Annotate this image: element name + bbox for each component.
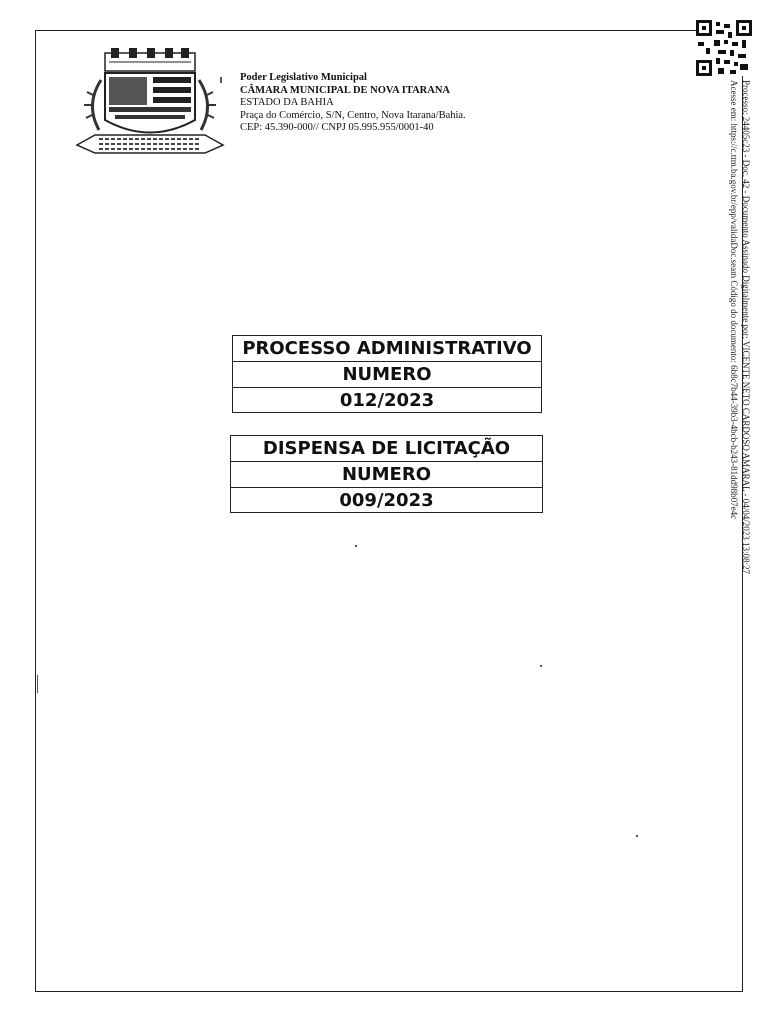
stamp-process-line: Processo: 24405c23 - Doc. 42 - Documento Assinado Digitalmente por: VICENTE NETO CARDOSO AMARAL - 04/04/2023 13:08:27	[741, 80, 751, 575]
administrative-process-title: PROCESSO ADMINISTRATIVO	[233, 336, 541, 362]
scan-speck	[540, 665, 542, 667]
scan-speck	[355, 545, 357, 547]
header-state: ESTADO DA BAHIA	[240, 97, 334, 108]
header-legislative-power: Poder Legislativo Municipal	[240, 72, 367, 83]
qr-code-icon	[696, 20, 752, 76]
stamp-access-line: Acesse em: https://c.ttm.ba.gov.br/epp/validaDoc.seam Código do documento: 6b8c7b44-39b3-4bcb-b243-81dd98b07e4c	[729, 80, 739, 520]
coat-of-arms-icon	[75, 45, 225, 157]
scan-speck	[220, 77, 222, 83]
header-cep-cnpj: CEP: 45.390-000// CNPJ 05.995.955/0001-40	[240, 122, 434, 133]
bidding-waiver-label: NUMERO	[231, 462, 542, 488]
administrative-process-box	[232, 335, 542, 413]
bidding-waiver-number: 009/2023	[339, 490, 434, 511]
header-address: Praça do Comércio, S/N, Centro, Nova Itarana/Bahia.	[240, 109, 466, 121]
scan-speck	[37, 675, 38, 693]
header-chamber-name: CÂMARA MUNICIPAL DE NOVA ITARANA	[240, 84, 451, 96]
administrative-process-label: NUMERO	[233, 362, 541, 388]
digital-signature-stamp	[712, 80, 752, 640]
letterhead	[240, 72, 466, 135]
bidding-waiver-box	[230, 435, 543, 513]
administrative-process-number: 012/2023	[339, 390, 435, 411]
scan-speck	[636, 835, 638, 837]
bidding-waiver-title: DISPENSA DE LICITAÇÃO	[231, 436, 542, 462]
